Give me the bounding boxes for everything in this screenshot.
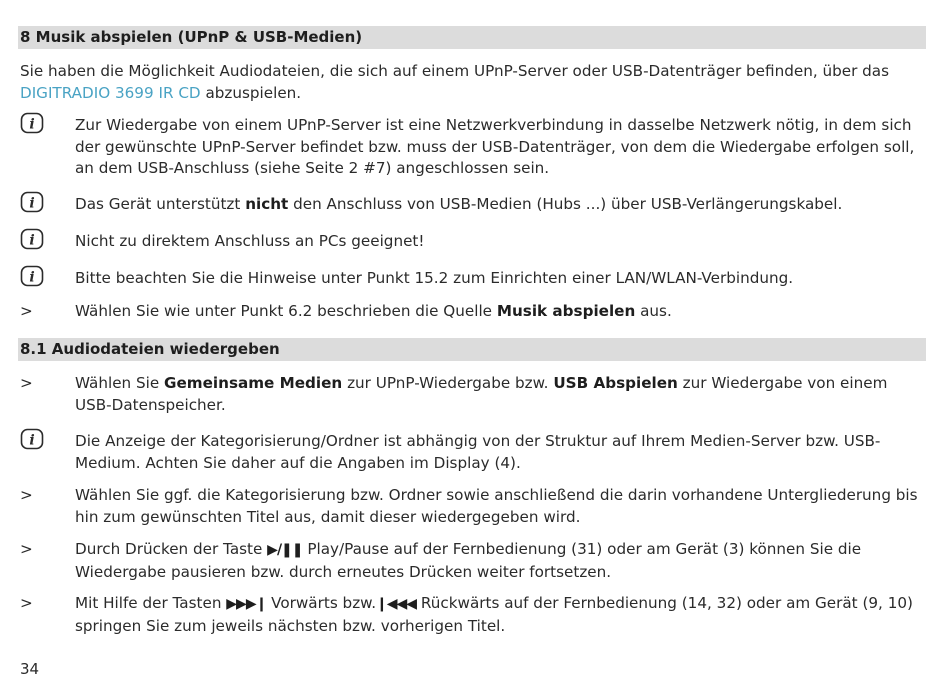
skip-forward-icon: ▶▶▶❙ xyxy=(226,596,267,612)
skip-back-icon: ❙◀◀◀ xyxy=(376,596,417,612)
step-text-part: Wählen Sie xyxy=(75,374,165,392)
step-text-part: Mit Hilfe der Tasten xyxy=(75,594,227,612)
step-text xyxy=(75,593,925,637)
step-text-part: zur Wiedergabe von einem USB-Datenspeicher. xyxy=(75,374,888,414)
note-text: Die Anzeige der Kategorisierung/Ordner ist abhängig von der Struktur auf Ihrem Medien-Server bzw. USB-Medium. Achten Sie daher auf die Angaben im Display (4). xyxy=(75,432,881,472)
note-text: Bitte beachten Sie die Hinweise unter Punkt 15.2 zum Einrichten einer LAN/WLAN-Verbindung. xyxy=(75,269,794,287)
step-text-part: Vorwärts bzw. xyxy=(266,594,377,612)
info-icon xyxy=(20,265,44,287)
step-marker: > xyxy=(20,540,33,558)
play-pause-icon: ▶/❚❚ xyxy=(267,542,303,558)
info-icon xyxy=(20,228,44,250)
svg-text:i: i xyxy=(29,269,35,286)
step-text xyxy=(75,301,925,323)
info-icon xyxy=(20,428,44,450)
step-text-part: Rückwärts auf der Fernbedienung (14, 32) oder am Gerät (9, 10) springen Sie zum jeweils nächsten bzw. vorherigen Titel. xyxy=(75,594,913,635)
svg-text:i: i xyxy=(29,232,35,249)
info-icon xyxy=(20,191,44,213)
step-marker: > xyxy=(20,594,33,612)
note-text: Nicht zu direktem Anschluss an PCs geeignet! xyxy=(75,232,425,250)
step-marker: > xyxy=(20,302,33,320)
step-text xyxy=(75,373,925,416)
step-emphasis: Musik abspielen xyxy=(496,302,636,320)
intro-text-2: abzuspielen. xyxy=(200,83,302,102)
step-marker: > xyxy=(20,486,33,504)
step-text-part: zur UPnP-Wiedergabe bzw. xyxy=(342,374,554,392)
note-text-part: den Anschluss von USB-Medien (Hubs ...) über USB-Verlängerungskabel. xyxy=(288,195,843,213)
svg-text:i: i xyxy=(29,195,35,212)
svg-text:i: i xyxy=(29,432,35,449)
step-marker: > xyxy=(20,374,33,392)
note-emphasis: nicht xyxy=(245,195,289,213)
section-8-1-header: 8.1 Audiodateien wiedergeben xyxy=(18,338,926,361)
product-name: DIGITRADIO 3699 IR CD xyxy=(20,83,201,102)
intro-text-1: Sie haben die Möglichkeit Audiodateien, die sich auf einem UPnP-Server oder USB-Datenträger befinden, über das xyxy=(20,62,890,80)
section-8-intro xyxy=(20,61,920,104)
svg-text:i: i xyxy=(29,116,35,133)
note-text: Zur Wiedergabe von einem UPnP-Server ist eine Netzwerkverbindung in dasselbe Netzwerk nötig, in dem sich der gewünschte UPnP-Server befindet bzw. muss der USB-Datenträger, von dem die Wiedergabe erfolgen soll, an dem USB-Anschluss (siehe Seite 2 #7) angeschlossen sein. xyxy=(75,116,915,177)
page-number: 34 xyxy=(20,660,40,678)
step-text-part: Durch Drücken der Taste xyxy=(75,540,268,558)
section-8-header: 8 Musik abspielen (UPnP & USB-Medien) xyxy=(18,26,926,49)
step-text-part: Play/Pause auf der Fernbedienung (31) oder am Gerät (3) können Sie die Wiedergabe pausieren bzw. durch erneutes Drücken weiter fortsetzen. xyxy=(75,540,862,581)
step-emphasis: USB Abspielen xyxy=(553,374,678,392)
note-text xyxy=(75,194,925,216)
step-emphasis: Gemeinsame Medien xyxy=(164,374,343,392)
note-text-part: Das Gerät unterstützt xyxy=(75,195,246,213)
step-text-part: aus. xyxy=(635,302,672,320)
step-text xyxy=(75,539,925,583)
info-icon xyxy=(20,112,44,134)
step-text-part: Wählen Sie wie unter Punkt 6.2 beschrieben die Quelle xyxy=(75,302,497,320)
step-text: Wählen Sie ggf. die Kategorisierung bzw. Ordner sowie anschließend die darin vorhandene Untergliederung bis hin zum gewünschten Titel aus, damit dieser wiedergegeben wird. xyxy=(75,486,918,526)
